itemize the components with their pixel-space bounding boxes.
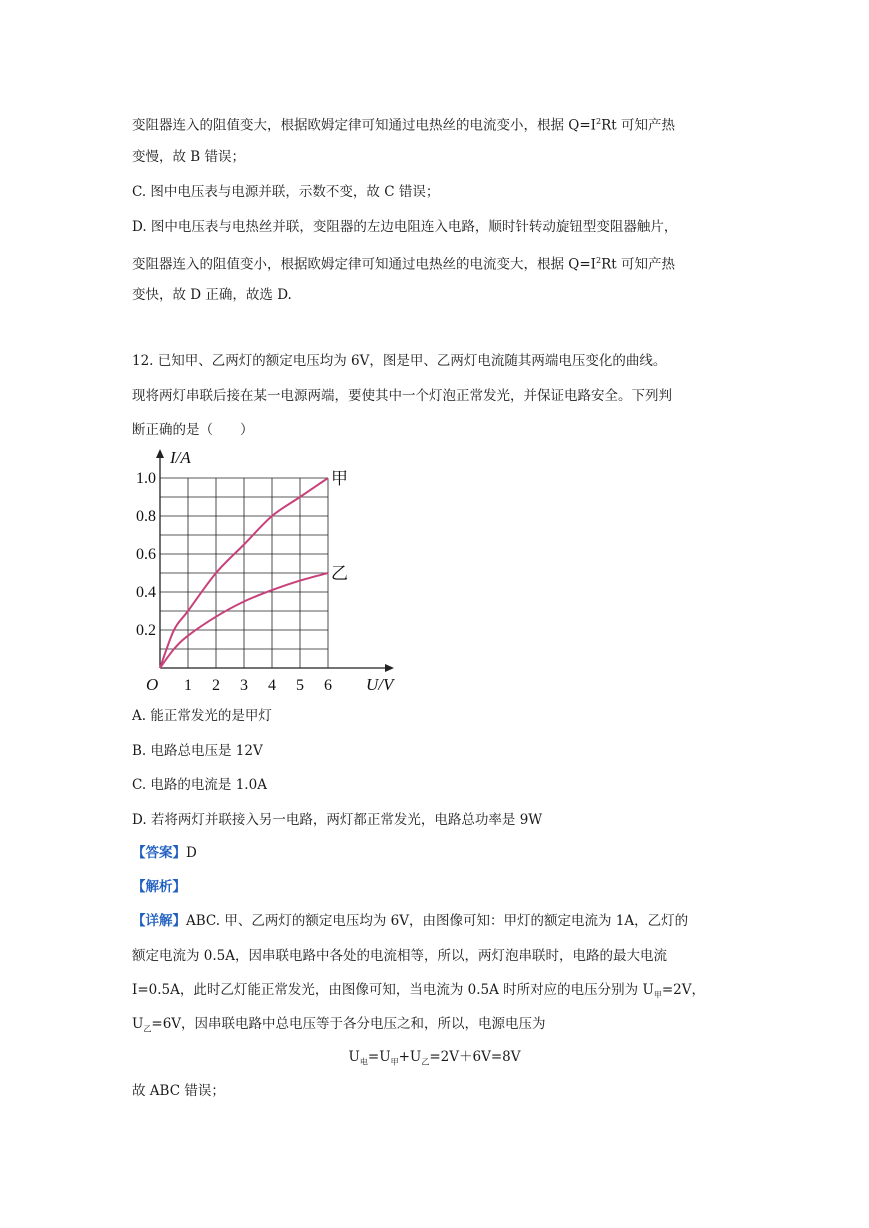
- question-12-stem-3: 断正确的是（ ）: [132, 422, 254, 438]
- x-axis-label: U/V: [366, 675, 394, 694]
- question-12-stem-2: 现将两灯串联后接在某一电源两端，要使其中一个灯泡正常发光，并保证电路安全。下列判: [132, 388, 672, 404]
- graph-labels: [136, 469, 348, 694]
- series-label-1: 乙: [331, 564, 348, 583]
- x-tick-label: 5: [296, 677, 304, 694]
- x-tick-label: 1: [184, 677, 192, 694]
- solution-11-line-6: 变快，故 D 正确，故选 D.: [132, 287, 292, 303]
- solution-11-line-2: 变慢，故 B 错误；: [132, 149, 246, 165]
- x-tick-label: 3: [240, 677, 248, 694]
- detail-line-3: I=0.5A，此时乙灯能正常发光，由图像可知，当电流为 0.5A 时所对应的电压分别为 $U_甲=2V$，: [132, 982, 705, 1000]
- solution-11-line-5: 变阻器连入的阻值变小，根据欧姆定律可知通过电热丝的电流变大，根据 $Q=I^2Rt$ 可知产热: [132, 256, 675, 273]
- option-b: B. 电路总电压是 12V: [132, 743, 263, 759]
- y-tick-label: 1.0: [136, 470, 156, 487]
- detail-equation: $U_电=U_甲+U_乙=2V+6V=8V$: [348, 1049, 521, 1067]
- y-axis-label: I/A: [170, 448, 191, 467]
- x-axis-arrow: [385, 664, 394, 672]
- detail-line-4: $U_乙=6V$，因串联电路中总电压等于各分电压之和，所以，电源电压为: [132, 1016, 546, 1034]
- y-tick-label: 0.6: [136, 546, 156, 563]
- detail-line-1: 【详解】ABC. 甲、乙两灯的额定电压均为 6V，由图像可知：甲灯的额定电流为 1A，乙灯的: [132, 913, 689, 929]
- x-tick-label: 6: [324, 677, 332, 694]
- solution-11-line-1: 变阻器连入的阻值变大，根据欧姆定律可知通过电热丝的电流变小，根据 $Q=I^2Rt$ 可知产热: [132, 117, 675, 134]
- detail-tag: 【详解】: [132, 913, 186, 929]
- series-label-0: 甲: [331, 469, 348, 488]
- analysis-tag: 【解析】: [132, 879, 186, 895]
- answer-tag: 【答案】: [132, 845, 186, 861]
- solution-11-line-3: C. 图中电压表与电源并联，示数不变，故 C 错误；: [132, 184, 440, 200]
- y-axis-arrow: [156, 449, 164, 458]
- x-tick-label: 2: [212, 677, 220, 694]
- graph-grid: [160, 478, 328, 668]
- y-tick-label: 0.2: [136, 622, 156, 639]
- option-c: C. 电路的电流是 1.0A: [132, 777, 267, 793]
- solution-11-line-4: D. 图中电压表与电热丝并联，变阻器的左边电阻连入电路，顺时针转动旋钮型变阻器触片，: [132, 219, 678, 235]
- y-tick-label: 0.8: [136, 508, 156, 525]
- option-d: D. 若将两灯并联接入另一电路，两灯都正常发光，电路总功率是 9W: [132, 812, 543, 828]
- answer-line: [132, 843, 197, 863]
- detail-line-5: 故 ABC 错误；: [132, 1083, 225, 1099]
- origin-label: O: [146, 675, 159, 694]
- iu-graph: [130, 448, 400, 698]
- y-tick-label: 0.4: [136, 584, 156, 601]
- question-12-stem-1: 12. 已知甲、乙两灯的额定电压均为 6V，图是甲、乙两灯电流随其两端电压变化的曲线。: [132, 353, 667, 369]
- answer-value: D: [186, 845, 197, 861]
- option-a: A. 能正常发光的是甲灯: [132, 708, 272, 724]
- x-tick-label: 4: [268, 677, 276, 694]
- detail-line-2: 额定电流为 0.5A，因串联电路中各处的电流相等，所以，两灯泡串联时，电路的最大电流: [132, 948, 668, 964]
